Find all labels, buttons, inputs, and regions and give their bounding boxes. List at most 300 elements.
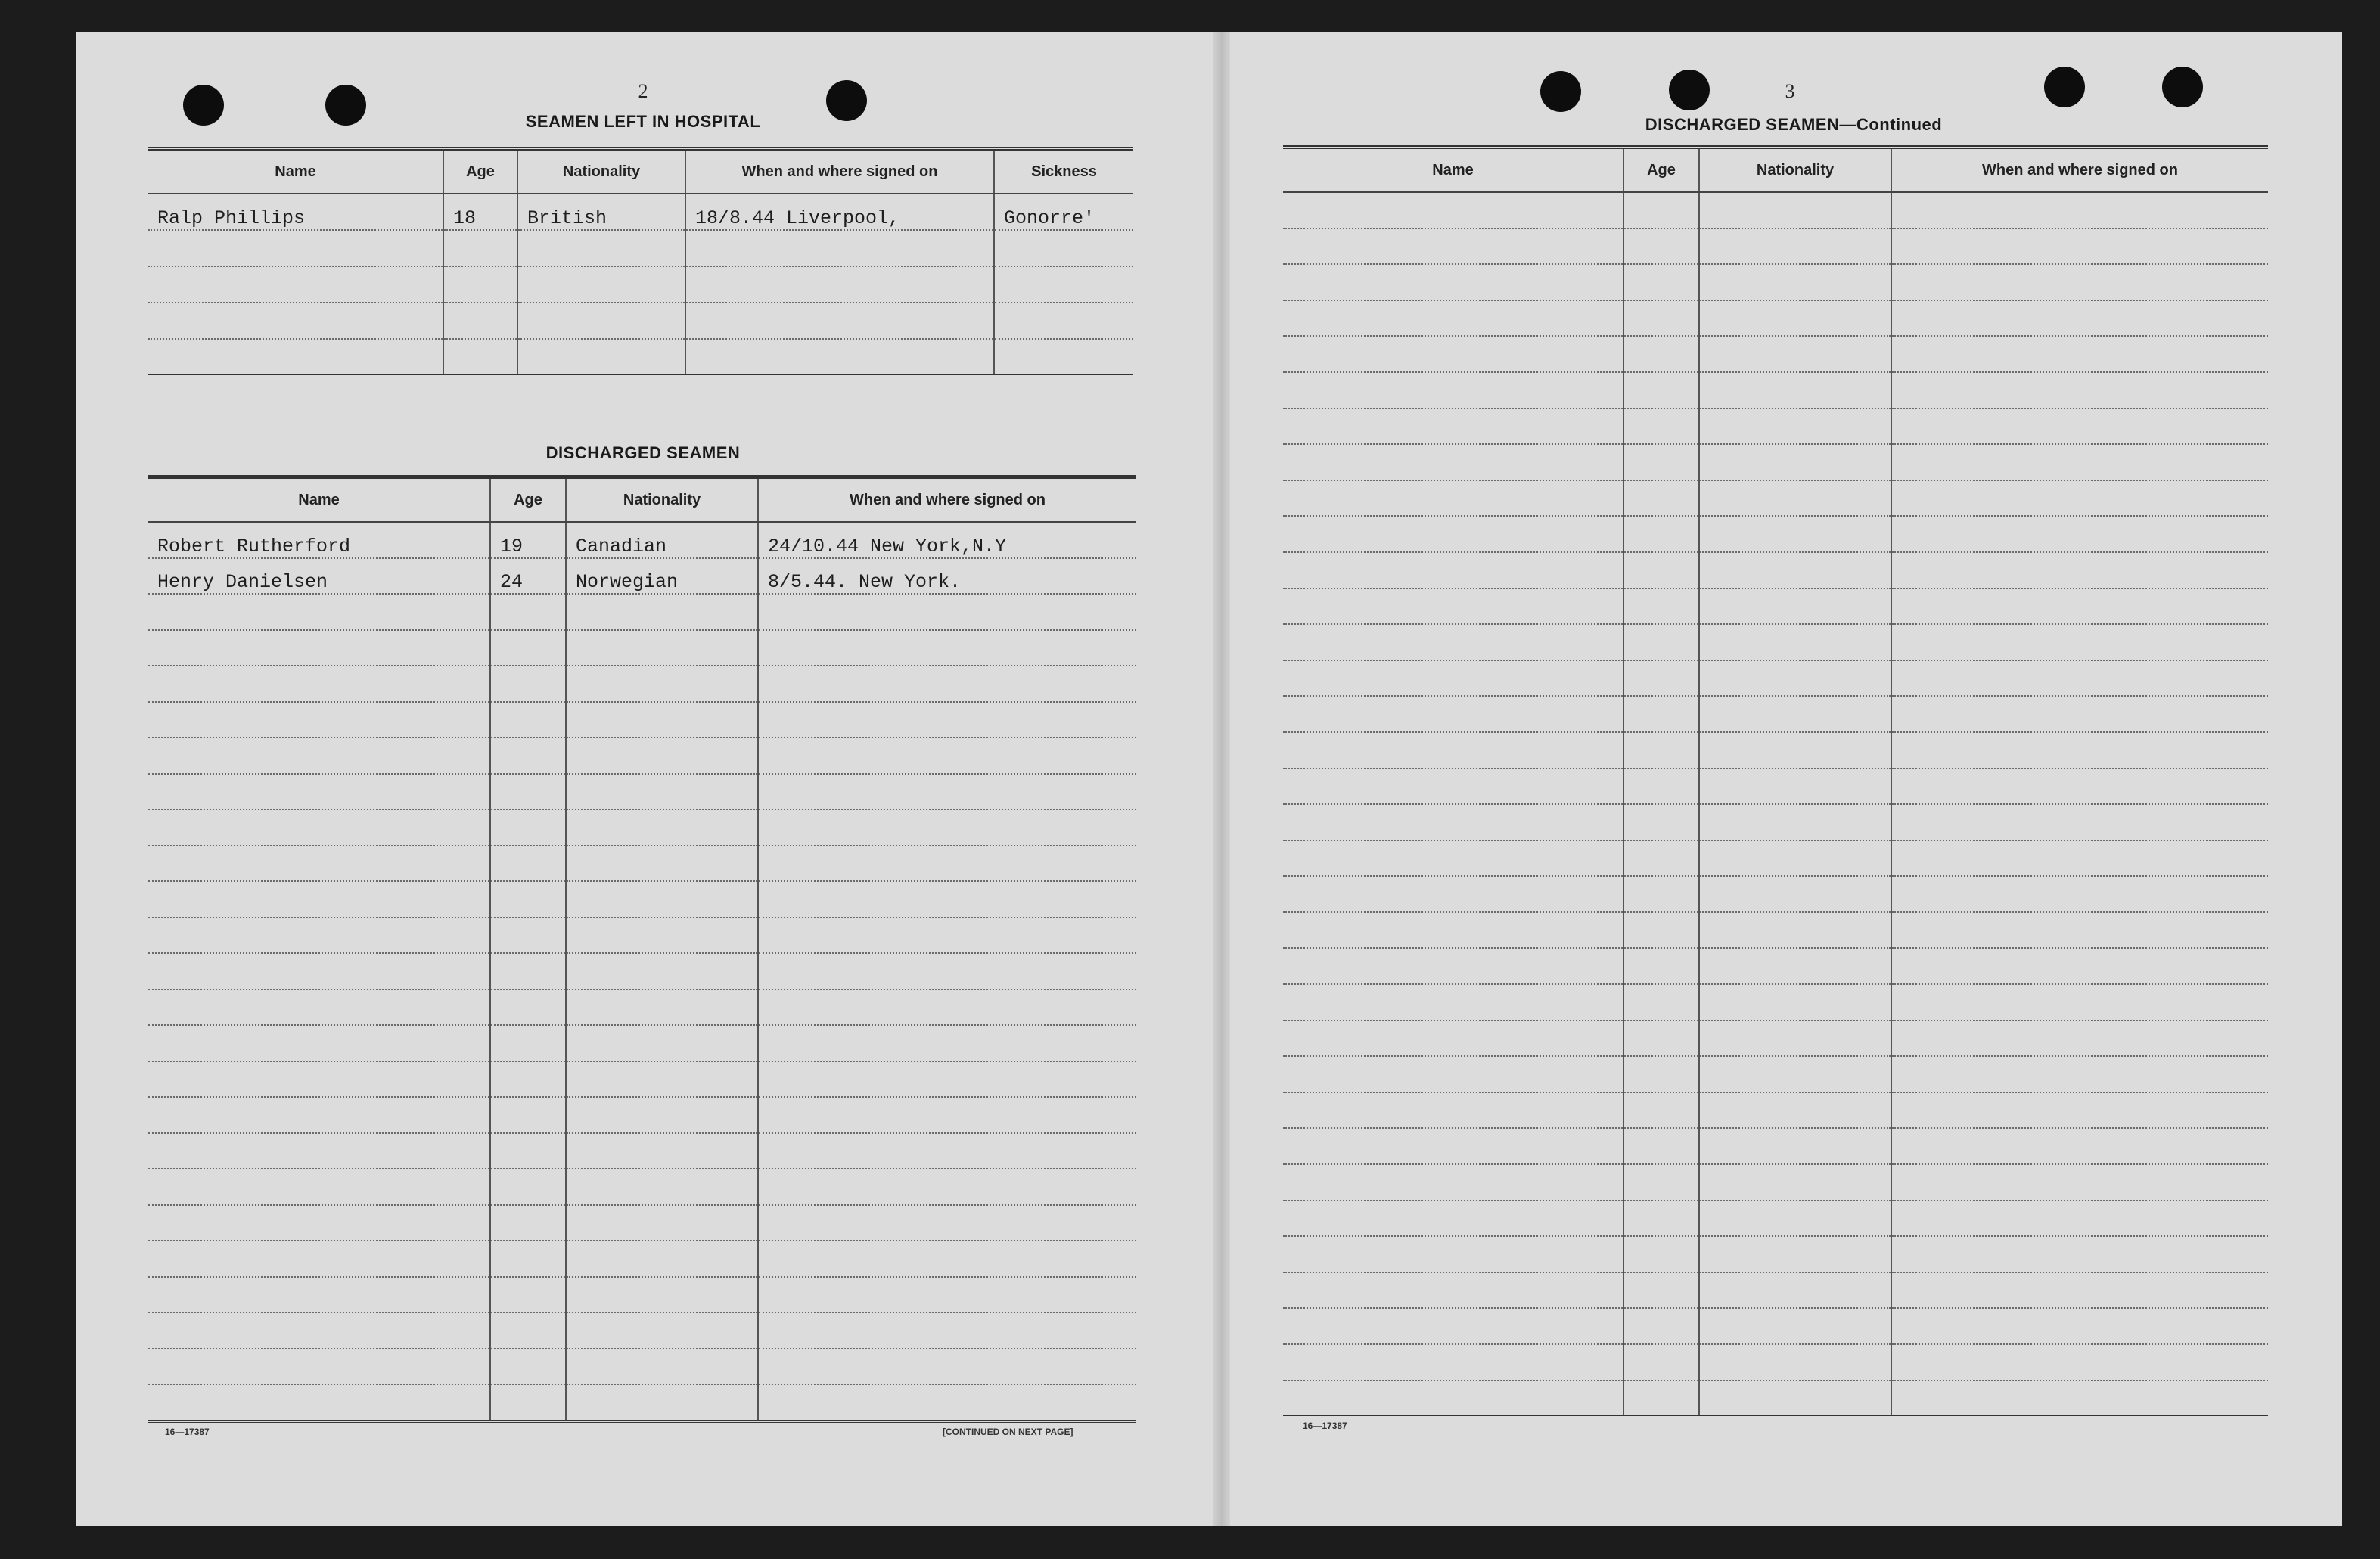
cell-name bbox=[148, 989, 490, 1026]
cell-nationality bbox=[566, 953, 758, 989]
cell-nationality bbox=[566, 1133, 758, 1169]
cell-nationality bbox=[566, 594, 758, 630]
cell-when-and-where-signed-on bbox=[758, 666, 1136, 702]
cell-name bbox=[148, 1133, 490, 1169]
cell-sickness bbox=[994, 266, 1133, 303]
table-row bbox=[148, 194, 1133, 230]
cell-when-and-where-signed-on bbox=[758, 1169, 1136, 1205]
table-row bbox=[1283, 1056, 2268, 1092]
table-row bbox=[1283, 804, 2268, 840]
column-header-age: Age bbox=[490, 477, 566, 523]
cell-age bbox=[1623, 696, 1699, 732]
cell-age bbox=[490, 1025, 566, 1061]
cell-age bbox=[1623, 732, 1699, 769]
cell-age bbox=[490, 918, 566, 954]
cell-when-and-where-signed-on bbox=[685, 339, 994, 376]
page-fold bbox=[1213, 32, 1230, 1526]
cell-age: 24 bbox=[490, 558, 566, 595]
cell-nationality bbox=[1699, 1056, 1891, 1092]
cell-nationality bbox=[566, 1384, 758, 1421]
cell-when-and-where-signed-on bbox=[1891, 408, 2268, 445]
table-row bbox=[1283, 732, 2268, 769]
column-header-name: Name bbox=[148, 149, 443, 194]
hospital-table bbox=[148, 147, 1133, 377]
cell-nationality bbox=[1699, 769, 1891, 805]
column-header-nationality: Nationality bbox=[1699, 148, 1891, 193]
cell-nationality bbox=[1699, 516, 1891, 552]
cell-age bbox=[490, 1205, 566, 1241]
table-row bbox=[1283, 1200, 2268, 1237]
cell-nationality bbox=[566, 1061, 758, 1098]
cell-age bbox=[1623, 1092, 1699, 1129]
table-row bbox=[148, 846, 1136, 882]
table-row bbox=[1283, 769, 2268, 805]
cell-name bbox=[1283, 1056, 1623, 1092]
cell-nationality bbox=[1699, 948, 1891, 984]
cell-name bbox=[1283, 552, 1623, 589]
cell-age: 18 bbox=[443, 194, 517, 230]
cell-when-and-where-signed-on bbox=[1891, 660, 2268, 697]
cell-name bbox=[148, 630, 490, 666]
cell-name bbox=[1283, 1020, 1623, 1057]
cell-age: 19 bbox=[490, 522, 566, 558]
table-row bbox=[148, 666, 1136, 702]
cell-when-and-where-signed-on bbox=[1891, 336, 2268, 372]
cell-nationality bbox=[1699, 912, 1891, 949]
table-row bbox=[148, 522, 1136, 558]
cell-when-and-where-signed-on bbox=[1891, 1380, 2268, 1418]
cell-nationality bbox=[1699, 1128, 1891, 1164]
discharged-table bbox=[148, 475, 1136, 1423]
table-row bbox=[1283, 408, 2268, 445]
cell-name bbox=[1283, 516, 1623, 552]
cell-nationality bbox=[1699, 984, 1891, 1020]
column-header-sickness: Sickness bbox=[994, 149, 1133, 194]
table-row bbox=[148, 1349, 1136, 1385]
cell-nationality bbox=[566, 989, 758, 1026]
cell-when-and-where-signed-on bbox=[1891, 1092, 2268, 1129]
cell-name bbox=[1283, 1200, 1623, 1237]
cell-age bbox=[1623, 516, 1699, 552]
cell-sickness: Gonorre' bbox=[994, 194, 1133, 230]
cell-when-and-where-signed-on bbox=[758, 702, 1136, 738]
cell-age bbox=[1623, 480, 1699, 517]
cell-age bbox=[490, 846, 566, 882]
cell-when-and-where-signed-on bbox=[1891, 876, 2268, 912]
cell-name bbox=[1283, 624, 1623, 660]
cell-name bbox=[148, 339, 443, 376]
column-header-age: Age bbox=[1623, 148, 1699, 193]
cell-age bbox=[490, 1349, 566, 1385]
cell-when-and-where-signed-on bbox=[1891, 552, 2268, 589]
cell-nationality bbox=[1699, 696, 1891, 732]
table-row bbox=[148, 774, 1136, 810]
cell-nationality bbox=[1699, 732, 1891, 769]
cell-age bbox=[1623, 1344, 1699, 1380]
cell-sickness bbox=[994, 339, 1133, 376]
cell-when-and-where-signed-on bbox=[1891, 804, 2268, 840]
table-row bbox=[148, 1169, 1136, 1205]
cell-age bbox=[1623, 948, 1699, 984]
cell-nationality bbox=[1699, 1308, 1891, 1344]
cell-nationality bbox=[566, 774, 758, 810]
cell-name bbox=[148, 953, 490, 989]
form-number: 16—17387 bbox=[165, 1427, 210, 1437]
cell-name bbox=[148, 1061, 490, 1098]
table-row bbox=[148, 1384, 1136, 1421]
hospital-section-title: SEAMEN LEFT IN HOSPITAL bbox=[525, 112, 761, 131]
cell-nationality bbox=[566, 1205, 758, 1241]
cell-nationality bbox=[566, 738, 758, 774]
cell-when-and-where-signed-on bbox=[1891, 732, 2268, 769]
cell-when-and-where-signed-on bbox=[758, 881, 1136, 918]
cell-age bbox=[1623, 624, 1699, 660]
continued-note: [CONTINUED ON NEXT PAGE] bbox=[943, 1427, 1073, 1437]
cell-sickness bbox=[994, 303, 1133, 339]
cell-when-and-where-signed-on bbox=[758, 630, 1136, 666]
cell-age bbox=[1623, 1380, 1699, 1418]
cell-age bbox=[490, 594, 566, 630]
cell-when-and-where-signed-on bbox=[758, 846, 1136, 882]
table-row bbox=[1283, 1272, 2268, 1309]
cell-nationality bbox=[1699, 552, 1891, 589]
cell-age bbox=[490, 1277, 566, 1313]
cell-when-and-where-signed-on bbox=[1891, 1200, 2268, 1237]
table-row bbox=[1283, 660, 2268, 697]
cell-age bbox=[1623, 372, 1699, 408]
cell-nationality bbox=[566, 1097, 758, 1133]
cell-nationality bbox=[566, 881, 758, 918]
cell-name: Ralp Phillips bbox=[148, 194, 443, 230]
cell-when-and-where-signed-on bbox=[1891, 480, 2268, 517]
cell-nationality bbox=[1699, 1344, 1891, 1380]
cell-when-and-where-signed-on bbox=[1891, 1056, 2268, 1092]
cell-name bbox=[1283, 840, 1623, 877]
cell-nationality bbox=[517, 230, 685, 266]
table-row bbox=[1283, 192, 2268, 228]
table-row bbox=[148, 1205, 1136, 1241]
left-page bbox=[76, 32, 1213, 1526]
table-row bbox=[148, 702, 1136, 738]
cell-when-and-where-signed-on bbox=[758, 1349, 1136, 1385]
table-row bbox=[1283, 1128, 2268, 1164]
table-row bbox=[1283, 480, 2268, 517]
cell-when-and-where-signed-on bbox=[1891, 912, 2268, 949]
table-header-row bbox=[148, 477, 1136, 523]
cell-age bbox=[490, 1312, 566, 1349]
cell-age bbox=[1623, 876, 1699, 912]
cell-nationality bbox=[1699, 840, 1891, 877]
cell-nationality bbox=[1699, 1236, 1891, 1272]
table-row bbox=[148, 1061, 1136, 1098]
cell-when-and-where-signed-on bbox=[1891, 192, 2268, 228]
page-number: 3 bbox=[1785, 80, 1795, 102]
cell-name bbox=[1283, 804, 1623, 840]
cell-name bbox=[148, 1025, 490, 1061]
table-row bbox=[1283, 1020, 2268, 1057]
table-row bbox=[148, 918, 1136, 954]
table-row bbox=[1283, 912, 2268, 949]
table-row bbox=[1283, 228, 2268, 265]
cell-when-and-where-signed-on bbox=[1891, 1272, 2268, 1309]
cell-name bbox=[1283, 732, 1623, 769]
cell-when-and-where-signed-on bbox=[758, 1097, 1136, 1133]
cell-name bbox=[148, 1277, 490, 1313]
cell-age bbox=[1623, 1056, 1699, 1092]
cell-age bbox=[490, 809, 566, 846]
cell-when-and-where-signed-on: 24/10.44 New York,N.Y bbox=[758, 522, 1136, 558]
cell-age bbox=[1623, 840, 1699, 877]
cell-nationality bbox=[566, 918, 758, 954]
cell-nationality bbox=[566, 666, 758, 702]
discharged-section-title: DISCHARGED SEAMEN bbox=[545, 443, 741, 462]
cell-when-and-where-signed-on bbox=[1891, 948, 2268, 984]
cell-name bbox=[148, 809, 490, 846]
cell-name bbox=[148, 918, 490, 954]
cell-age bbox=[490, 1169, 566, 1205]
cell-age bbox=[1623, 589, 1699, 625]
cell-when-and-where-signed-on bbox=[758, 918, 1136, 954]
table-row bbox=[1283, 1164, 2268, 1200]
table-row bbox=[1283, 516, 2268, 552]
cell-when-and-where-signed-on bbox=[1891, 372, 2268, 408]
cell-age bbox=[1623, 336, 1699, 372]
table-row bbox=[1283, 1344, 2268, 1380]
cell-age bbox=[490, 881, 566, 918]
cell-name bbox=[148, 666, 490, 702]
table-row bbox=[148, 303, 1133, 339]
cell-name bbox=[1283, 408, 1623, 445]
cell-nationality bbox=[517, 339, 685, 376]
cell-when-and-where-signed-on bbox=[1891, 228, 2268, 265]
cell-age bbox=[1623, 300, 1699, 337]
cell-nationality bbox=[1699, 660, 1891, 697]
cell-when-and-where-signed-on bbox=[758, 738, 1136, 774]
cell-age bbox=[1623, 192, 1699, 228]
column-header-nationality: Nationality bbox=[566, 477, 758, 523]
cell-name bbox=[1283, 1128, 1623, 1164]
table-row bbox=[1283, 984, 2268, 1020]
cell-nationality bbox=[1699, 589, 1891, 625]
cell-name bbox=[1283, 696, 1623, 732]
cell-name bbox=[1283, 336, 1623, 372]
cell-name bbox=[148, 1097, 490, 1133]
cell-when-and-where-signed-on bbox=[758, 1384, 1136, 1421]
column-header-when-and-where-signed-on: When and where signed on bbox=[685, 149, 994, 194]
table-row bbox=[1283, 264, 2268, 300]
cell-age bbox=[1623, 1308, 1699, 1344]
cell-name bbox=[1283, 228, 1623, 265]
cell-when-and-where-signed-on bbox=[758, 1025, 1136, 1061]
cell-name bbox=[148, 881, 490, 918]
cell-name bbox=[148, 1384, 490, 1421]
cell-when-and-where-signed-on bbox=[1891, 516, 2268, 552]
column-header-name: Name bbox=[1283, 148, 1623, 193]
cell-when-and-where-signed-on bbox=[758, 1205, 1136, 1241]
table-row bbox=[148, 1277, 1136, 1313]
cell-nationality bbox=[566, 1241, 758, 1277]
cell-name bbox=[1283, 1344, 1623, 1380]
cell-nationality bbox=[1699, 1200, 1891, 1237]
cell-nationality bbox=[566, 630, 758, 666]
cell-name bbox=[1283, 1380, 1623, 1418]
cell-name bbox=[1283, 984, 1623, 1020]
cell-name bbox=[148, 738, 490, 774]
cell-nationality: Canadian bbox=[566, 522, 758, 558]
cell-age bbox=[443, 303, 517, 339]
table-row bbox=[148, 1241, 1136, 1277]
table-row bbox=[148, 339, 1133, 376]
column-header-nationality: Nationality bbox=[517, 149, 685, 194]
cell-age bbox=[1623, 1236, 1699, 1272]
cell-name bbox=[1283, 1236, 1623, 1272]
table-row bbox=[1283, 444, 2268, 480]
form-number: 16—17387 bbox=[1303, 1421, 1347, 1431]
cell-when-and-where-signed-on bbox=[1891, 1164, 2268, 1200]
table-row bbox=[148, 630, 1136, 666]
table-row bbox=[1283, 552, 2268, 589]
cell-name bbox=[148, 1169, 490, 1205]
cell-name bbox=[1283, 589, 1623, 625]
cell-when-and-where-signed-on bbox=[685, 303, 994, 339]
table-row bbox=[1283, 876, 2268, 912]
cell-name bbox=[148, 1312, 490, 1349]
table-row bbox=[148, 738, 1136, 774]
cell-name bbox=[1283, 372, 1623, 408]
table-row bbox=[1283, 1380, 2268, 1418]
cell-sickness bbox=[994, 230, 1133, 266]
cell-age bbox=[490, 1241, 566, 1277]
cell-when-and-where-signed-on bbox=[758, 1061, 1136, 1098]
cell-age bbox=[490, 1097, 566, 1133]
cell-age bbox=[443, 339, 517, 376]
cell-age bbox=[1623, 552, 1699, 589]
cell-age bbox=[1623, 804, 1699, 840]
cell-age bbox=[443, 230, 517, 266]
table-row bbox=[148, 230, 1133, 266]
cell-when-and-where-signed-on bbox=[1891, 300, 2268, 337]
cell-name bbox=[148, 303, 443, 339]
cell-when-and-where-signed-on bbox=[758, 1277, 1136, 1313]
cell-when-and-where-signed-on: 18/8.44 Liverpool, bbox=[685, 194, 994, 230]
cell-age bbox=[1623, 660, 1699, 697]
cell-when-and-where-signed-on bbox=[1891, 769, 2268, 805]
cell-nationality bbox=[566, 1349, 758, 1385]
cell-name bbox=[1283, 769, 1623, 805]
table-row bbox=[1283, 624, 2268, 660]
cell-when-and-where-signed-on bbox=[758, 1133, 1136, 1169]
cell-age bbox=[1623, 1020, 1699, 1057]
cell-nationality bbox=[1699, 1092, 1891, 1129]
cell-when-and-where-signed-on bbox=[1891, 840, 2268, 877]
cell-age bbox=[443, 266, 517, 303]
cell-name bbox=[1283, 876, 1623, 912]
cell-age bbox=[1623, 984, 1699, 1020]
cell-when-and-where-signed-on bbox=[1891, 624, 2268, 660]
cell-name: Robert Rutherford bbox=[148, 522, 490, 558]
cell-name bbox=[148, 594, 490, 630]
cell-when-and-where-signed-on bbox=[1891, 444, 2268, 480]
cell-age bbox=[490, 989, 566, 1026]
table-row bbox=[1283, 696, 2268, 732]
cell-name bbox=[1283, 948, 1623, 984]
cell-age bbox=[490, 774, 566, 810]
cell-name bbox=[1283, 480, 1623, 517]
cell-when-and-where-signed-on: 8/5.44. New York. bbox=[758, 558, 1136, 595]
table-header-row bbox=[1283, 148, 2268, 193]
cell-name bbox=[148, 1205, 490, 1241]
cell-age bbox=[490, 738, 566, 774]
cell-nationality bbox=[1699, 408, 1891, 445]
table-row bbox=[1283, 1308, 2268, 1344]
cell-age bbox=[1623, 444, 1699, 480]
table-row bbox=[148, 558, 1136, 595]
table-row bbox=[1283, 1092, 2268, 1129]
table-row bbox=[1283, 336, 2268, 372]
cell-nationality bbox=[1699, 480, 1891, 517]
cell-nationality bbox=[1699, 804, 1891, 840]
cell-nationality: British bbox=[517, 194, 685, 230]
cell-when-and-where-signed-on bbox=[1891, 264, 2268, 300]
cell-name bbox=[148, 230, 443, 266]
cell-nationality bbox=[566, 1025, 758, 1061]
cell-age bbox=[490, 1133, 566, 1169]
cell-name bbox=[1283, 444, 1623, 480]
cell-nationality bbox=[1699, 228, 1891, 265]
cell-when-and-where-signed-on bbox=[758, 1312, 1136, 1349]
cell-when-and-where-signed-on bbox=[758, 594, 1136, 630]
cell-when-and-where-signed-on bbox=[1891, 696, 2268, 732]
cell-age bbox=[1623, 264, 1699, 300]
cell-name bbox=[148, 846, 490, 882]
cell-nationality bbox=[566, 809, 758, 846]
cell-when-and-where-signed-on bbox=[1891, 984, 2268, 1020]
cell-when-and-where-signed-on bbox=[685, 266, 994, 303]
table-row bbox=[148, 1133, 1136, 1169]
table-row bbox=[1283, 840, 2268, 877]
cell-name bbox=[1283, 1272, 1623, 1309]
cell-age bbox=[1623, 228, 1699, 265]
table-row bbox=[148, 1097, 1136, 1133]
cell-when-and-where-signed-on bbox=[758, 1241, 1136, 1277]
cell-nationality bbox=[1699, 192, 1891, 228]
cell-name bbox=[148, 774, 490, 810]
table-header-row bbox=[148, 149, 1133, 194]
cell-age bbox=[1623, 1272, 1699, 1309]
cell-age bbox=[490, 1061, 566, 1098]
cell-age bbox=[1623, 1128, 1699, 1164]
cell-nationality bbox=[566, 1277, 758, 1313]
cell-name bbox=[1283, 1092, 1623, 1129]
cell-nationality bbox=[1699, 264, 1891, 300]
cell-age bbox=[1623, 912, 1699, 949]
cell-name bbox=[1283, 660, 1623, 697]
table-row bbox=[1283, 372, 2268, 408]
cell-name bbox=[148, 1349, 490, 1385]
cell-nationality bbox=[1699, 300, 1891, 337]
cell-nationality bbox=[566, 846, 758, 882]
discharged-continued-table bbox=[1283, 145, 2268, 1418]
cell-when-and-where-signed-on bbox=[1891, 1344, 2268, 1380]
discharged-continued-title: DISCHARGED SEAMEN—Continued bbox=[1645, 115, 1943, 134]
cell-nationality bbox=[1699, 336, 1891, 372]
cell-nationality: Norwegian bbox=[566, 558, 758, 595]
cell-name bbox=[1283, 192, 1623, 228]
cell-age bbox=[1623, 769, 1699, 805]
table-row bbox=[148, 881, 1136, 918]
cell-nationality bbox=[1699, 876, 1891, 912]
cell-nationality bbox=[566, 1169, 758, 1205]
